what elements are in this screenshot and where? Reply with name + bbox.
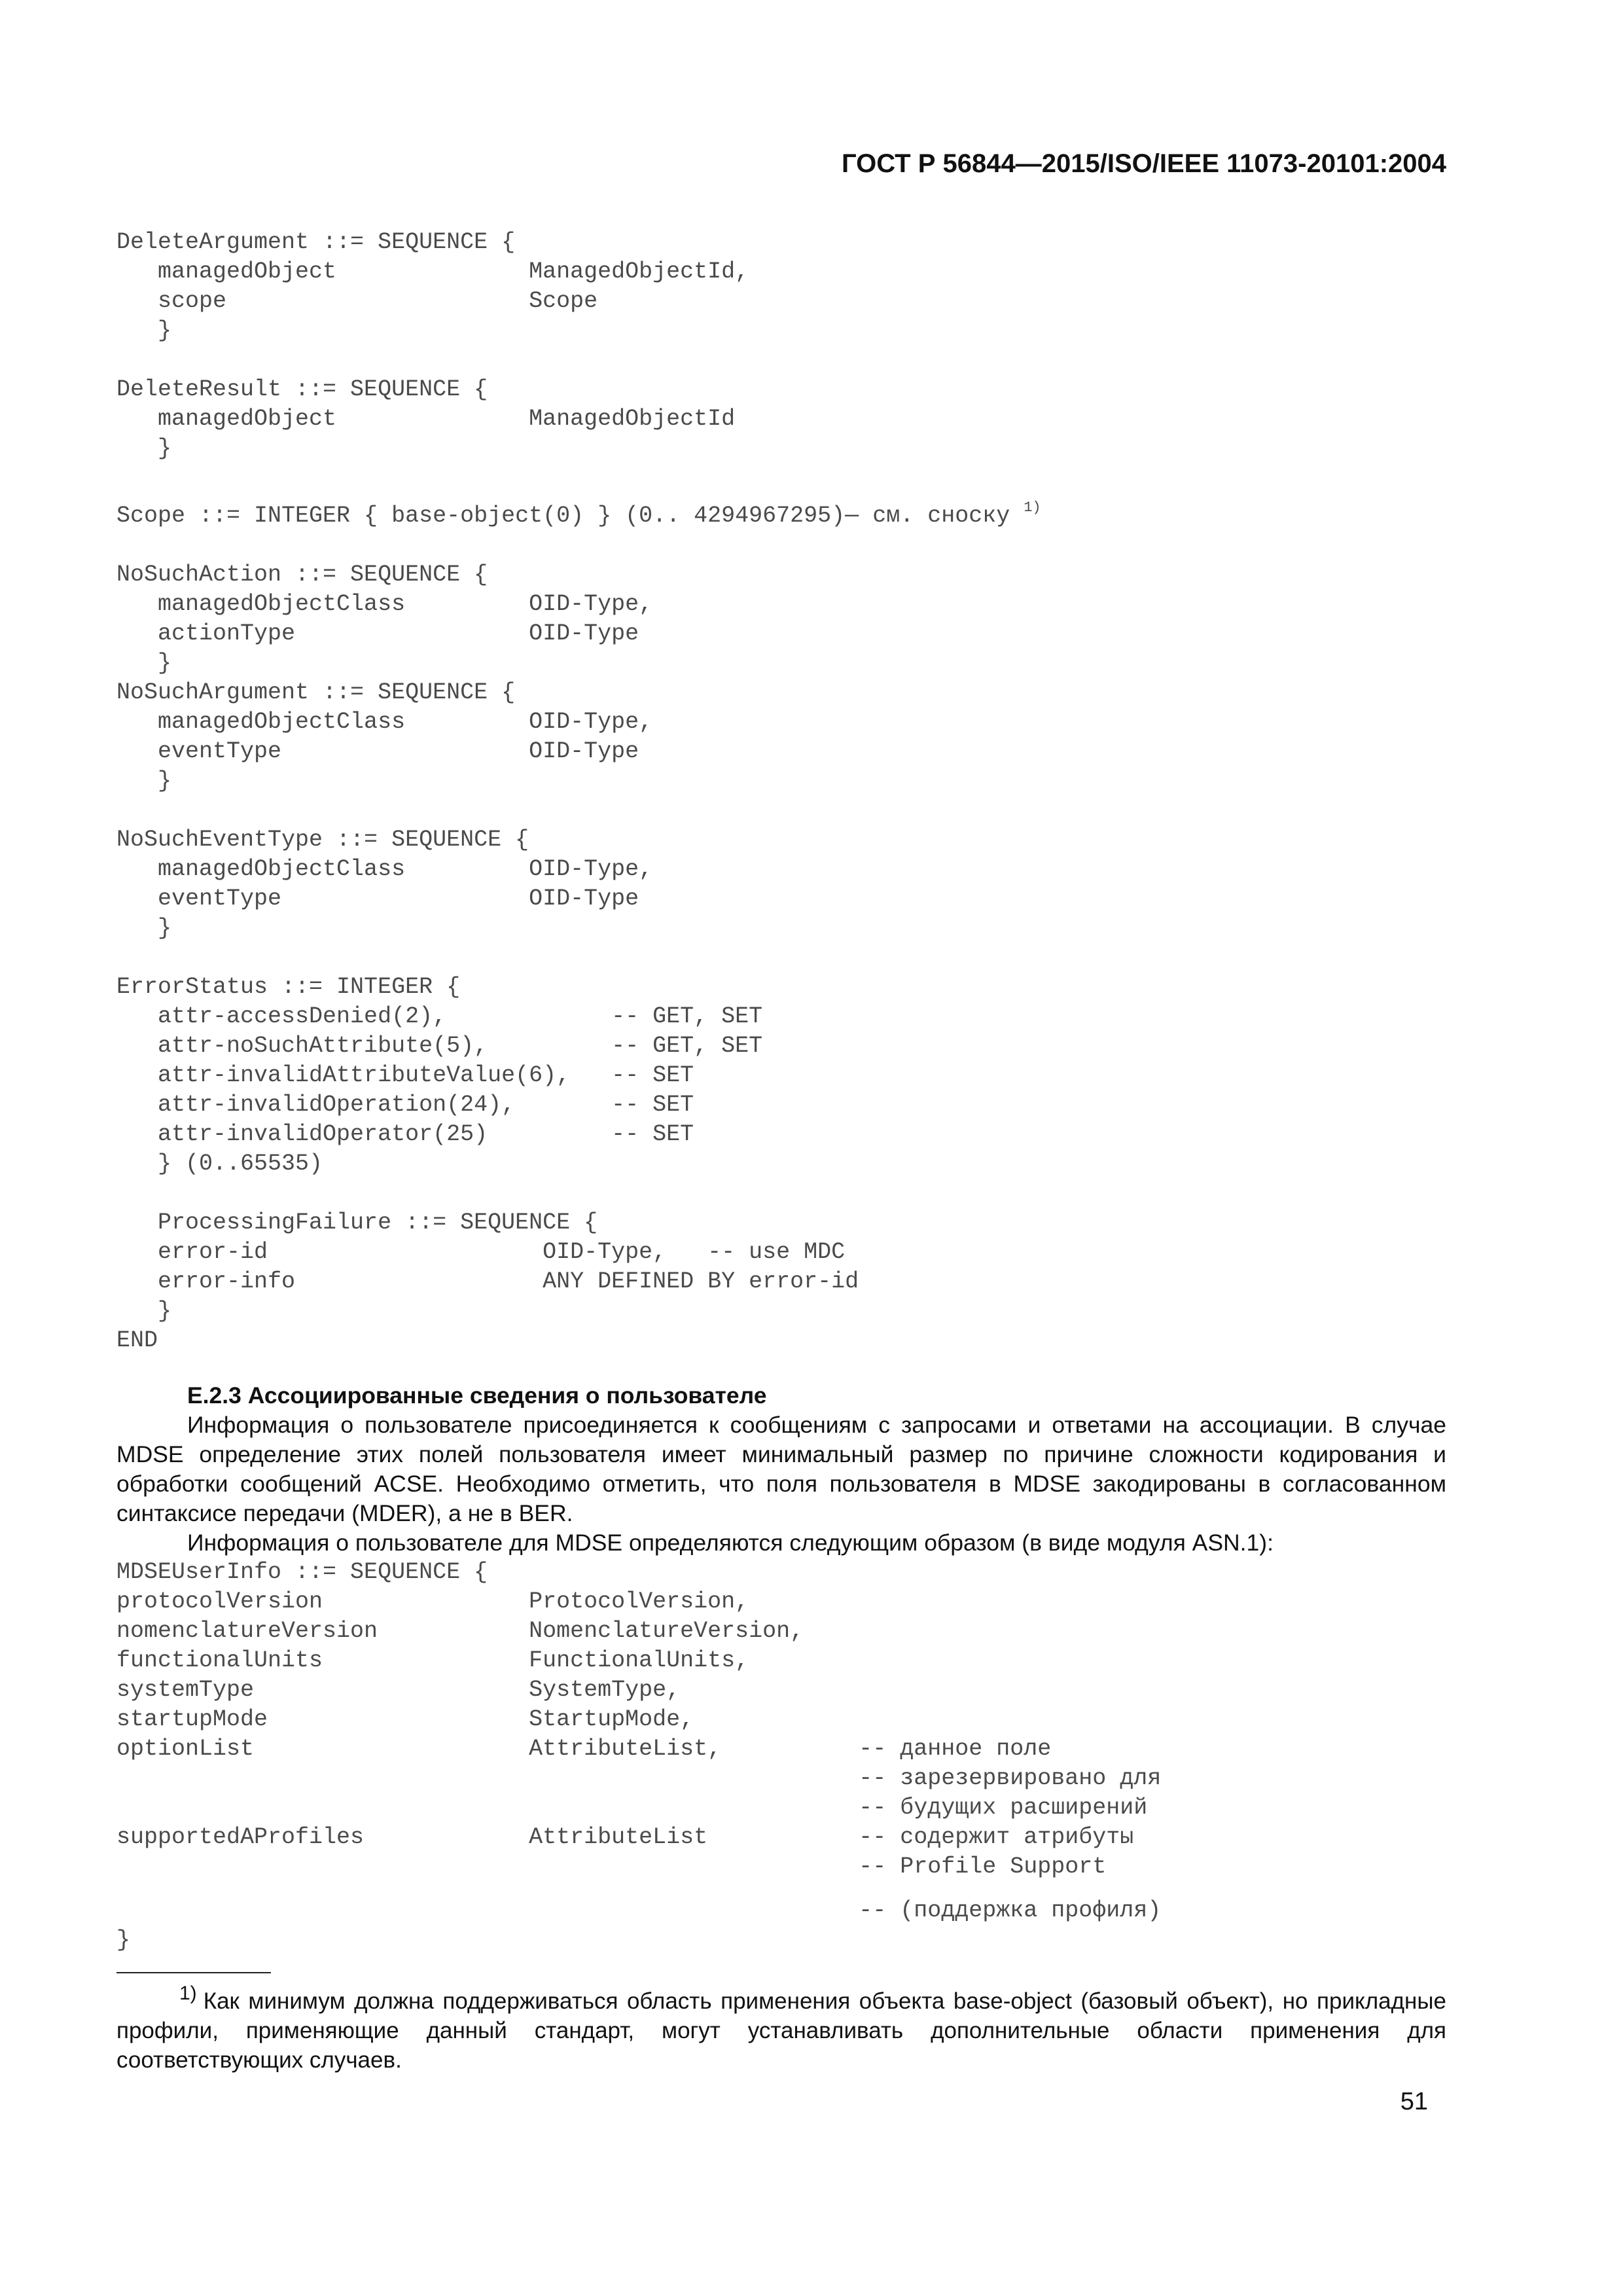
code-line: protocolVersion ProtocolVersion,	[116, 1588, 749, 1615]
code-line: error-id OID-Type, -- use MDC	[116, 1239, 846, 1265]
code-line: }	[116, 1927, 131, 1953]
code-line: functionalUnits FunctionalUnits,	[116, 1647, 749, 1674]
code-line: managedObjectClass OID-Type,	[116, 709, 653, 735]
code-line: eventType OID-Type	[116, 738, 639, 764]
code-line: DeleteResult ::= SEQUENCE {	[116, 376, 488, 403]
paragraph-mdse-definition: Информация о пользователе для MDSE определяются следующим образом (в виде модуля ASN.1):	[187, 1530, 1274, 1556]
section-e23	[116, 1381, 1446, 1558]
code-line: -- Profile Support	[116, 1854, 1107, 1880]
code-line: }	[116, 317, 172, 344]
code-line: managedObjectClass OID-Type,	[116, 591, 653, 617]
code-line: DeleteArgument ::= SEQUENCE {	[116, 229, 516, 255]
code-line: -- будущих расширений	[116, 1795, 1148, 1821]
code-line: NoSuchAction ::= SEQUENCE {	[116, 562, 488, 588]
code-line: actionType OID-Type	[116, 620, 639, 647]
code-line: END	[116, 1327, 158, 1354]
asn1-code-block-1	[116, 228, 1041, 1355]
footnote	[116, 1979, 1446, 2075]
code-line: optionList AttributeList, -- данное поле	[116, 1736, 1052, 1762]
code-line: }	[116, 915, 172, 941]
document-header: ГОСТ Р 56844—2015/ISO/IEEE 11073-20101:2004	[842, 149, 1446, 178]
code-line: managedObject ManagedObjectId,	[116, 259, 749, 285]
code-line: nomenclatureVersion NomenclatureVersion,	[116, 1618, 804, 1644]
code-line: } (0..65535)	[116, 1151, 323, 1177]
code-line: ErrorStatus ::= INTEGER {	[116, 974, 461, 1000]
asn1-code-block-2	[116, 1558, 1161, 1955]
code-line: attr-noSuchAttribute(5), -- GET, SET	[116, 1033, 763, 1059]
code-line: scope Scope	[116, 288, 598, 314]
page-number: 51	[1400, 2088, 1428, 2115]
code-line: startupMode StartupMode,	[116, 1706, 694, 1732]
code-line: attr-invalidOperation(24), -- SET	[116, 1092, 694, 1118]
code-line: managedObjectClass OID-Type,	[116, 856, 653, 882]
code-line: MDSEUserInfo ::= SEQUENCE {	[116, 1559, 488, 1585]
code-line: }	[116, 435, 172, 461]
code-line: attr-invalidOperator(25) -- SET	[116, 1121, 694, 1147]
code-line: managedObject ManagedObjectId	[116, 406, 736, 432]
code-line-scope: Scope ::= INTEGER { base-object(0) } (0.. 4294967295)— см. сноску $^{1)}$	[116, 499, 1041, 529]
code-line: }	[116, 650, 172, 676]
code-line: NoSuchArgument ::= SEQUENCE {	[116, 679, 516, 706]
code-line: attr-accessDenied(2), -- GET, SET	[116, 1003, 763, 1030]
code-line: error-info ANY DEFINED BY error-id	[116, 1268, 859, 1295]
code-line: systemType SystemType,	[116, 1677, 681, 1703]
code-line: ProcessingFailure ::= SEQUENCE {	[116, 1210, 598, 1236]
code-line: eventType OID-Type	[116, 886, 639, 912]
code-line: -- (поддержка профиля)	[116, 1897, 1162, 1924]
code-line: attr-invalidAttributeValue(6), -- SET	[116, 1062, 694, 1088]
paragraph-user-info: Информация о пользователе присоединяется к сообщениям с запросами и ответами на ассоциации. В случае MDSE определение этих полей пользователя имеет минимальный размер по причине сложности кодирования и обработки сообщений ACSE. Необходимо отметить, что поля пользователя в MDSE закодированы в согласованном синтаксисе передачи (MDER), а не в BER.	[116, 1412, 1446, 1526]
section-heading: Е.2.3 Ассоциированные сведения о пользователе	[187, 1382, 767, 1408]
code-line: }	[116, 768, 172, 794]
code-line: supportedAProfiles AttributeList -- содержит атрибуты	[116, 1824, 1134, 1850]
footnote-mark: 1)	[179, 1982, 197, 2004]
code-line: -- зарезервировано для	[116, 1765, 1162, 1791]
code-line: }	[116, 1298, 172, 1324]
code-line: NoSuchEventType ::= SEQUENCE {	[116, 827, 529, 853]
footnote-text: Как минимум должна поддерживаться область применения объекта base-object (базовый объект), но прикладные профили, применяющие данный стандарт, могут устанавливать дополнительные области применения для соответствующих случаев.	[116, 1988, 1446, 2073]
footnote-reference: 1)	[1024, 499, 1041, 516]
footnote-divider	[116, 1972, 271, 1973]
